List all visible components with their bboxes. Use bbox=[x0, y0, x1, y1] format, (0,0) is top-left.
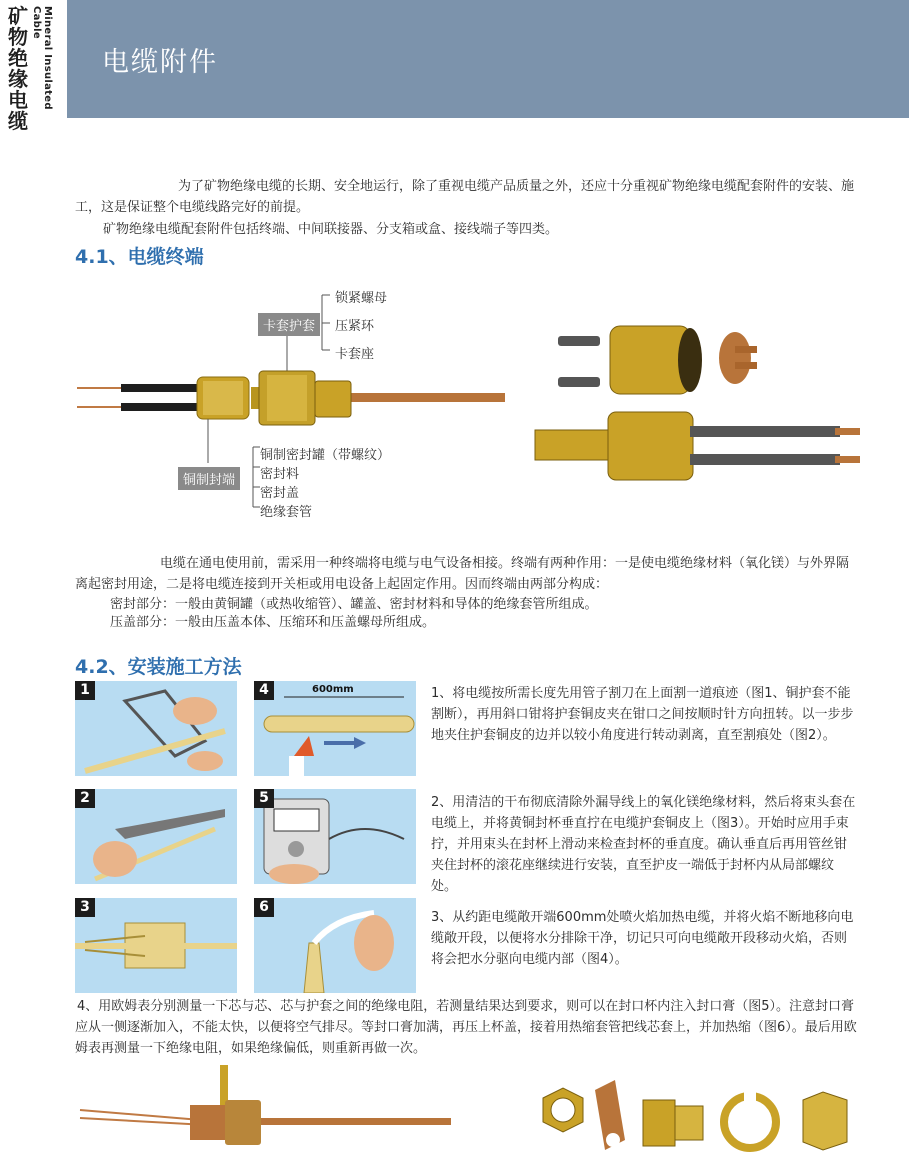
step-figure-1 bbox=[75, 681, 237, 776]
step-4-text: 4、用欧姆表分别测量一下芯与芯、芯与护套之间的绝缘电阻，若测量结果达到要求，则可以在封口杯内注入封口膏（图5）。注意封口膏应从一侧逐渐加入，不能太快，以便将空气排尽。等封口膏加满，再压上杯盖，接着用热缩套管把线芯套上，并加热缩（图6）。最后用欧姆表再测量一下绝缘电阻，如果绝缘偏低，则重新再做一次。 bbox=[75, 999, 857, 1056]
step-number-1: 1 bbox=[75, 681, 95, 700]
terminal-exploded-photo bbox=[530, 320, 870, 495]
cable-with-gland-image bbox=[80, 1065, 451, 1145]
brass-cap-image bbox=[803, 1092, 847, 1150]
group-label-seal: 铜制封端 bbox=[178, 467, 240, 490]
label-gland-seat: 卡套座 bbox=[335, 347, 375, 362]
label-lock-nut: 锁紧螺母 bbox=[335, 291, 388, 306]
step-3-text: 3、从约距电缆敞开端600mm处喷火焰加热电缆，并将火焰不断地移向电缆敞开段，以便将水分排除干净，切记只可向电缆敞开段移动火焰，否则将会把水分驱向电缆内部（图4）。 bbox=[431, 910, 854, 967]
label-brass-pot: 铜制密封罐（带螺纹） bbox=[260, 448, 391, 463]
measure-label: 600mm bbox=[312, 684, 354, 695]
header-side-tab bbox=[0, 0, 67, 133]
step-figure-3 bbox=[75, 898, 237, 993]
page-header bbox=[0, 0, 909, 133]
terminal-description: 电缆在通电使用前，需采用一种终端将电缆与电气设备相接。终端有两种作用：一是使电缆绝缘材料（氧化镁）与外界隔离起密封用途，二是将电缆连接到开关柜或用电设备上起固定作用。因而终端由两部分构成： bbox=[75, 556, 850, 592]
section-heading-4-1: 4.1、电缆终端 bbox=[75, 246, 204, 268]
gland-body-image bbox=[643, 1100, 703, 1146]
step-2-text: 2、用清洁的干布彻底清除外漏导线上的氧化镁绝缘材料，然后将束头套在电缆上，并将黄铜封杯垂直拧在电缆护套铜皮上（图3）。开始时应用手束拧，并用束头在封杯上滑动来检查封杯的垂直度。确认垂直后再用管丝钳夹住封杯的滚花座继续进行安装，直至护皮一端低于封杯内从局部螺纹处。 bbox=[431, 795, 856, 894]
seal-part-description: 密封部分：一般由黄铜罐（或热收缩管）、罐盖、密封材料和导体的绝缘套管所组成。 bbox=[110, 597, 598, 612]
label-insulating-sleeve: 绝缘套管 bbox=[260, 505, 313, 520]
accessories-photos bbox=[75, 1060, 865, 1170]
label-sealing-compound: 密封料 bbox=[260, 467, 300, 482]
step-number-5: 5 bbox=[254, 789, 274, 808]
gland-part-description: 压盖部分：一般由压盖本体、压缩环和压盖螺母所组成。 bbox=[110, 615, 436, 630]
step-figure-4 bbox=[254, 681, 416, 776]
step-figure-5 bbox=[254, 789, 416, 884]
compression-ring-image bbox=[724, 1092, 776, 1148]
step-number-2: 2 bbox=[75, 789, 95, 808]
step-number-4: 4 bbox=[254, 681, 274, 700]
group-label-gland: 卡套护套 bbox=[258, 313, 320, 336]
hex-nut-image bbox=[543, 1088, 583, 1132]
header-vertical-cn: 矿物绝缘电缆 bbox=[8, 4, 28, 133]
label-seal-cap: 密封盖 bbox=[260, 486, 300, 501]
label-compression-ring: 压紧环 bbox=[335, 319, 375, 334]
header-vertical-en: Mineral Insulated Cable bbox=[31, 6, 53, 110]
page-title: 电缆附件 bbox=[102, 47, 218, 78]
section-heading-4-2: 4.2、安装施工方法 bbox=[75, 656, 242, 678]
step-1-text: 1、将电缆按所需长度先用管子割刀在上面割一道痕迹（图1、铜护套不能割断），再用斜口钳将护套铜皮夹在钳口之间按顺时针方向扭转。以一步步地夹住护套铜皮的边并以较小角度进行转动剥离，直至割痕处（图2）。 bbox=[431, 686, 854, 743]
step-number-6: 6 bbox=[254, 898, 274, 917]
step-figure-6 bbox=[254, 898, 416, 993]
step-figure-2 bbox=[75, 789, 237, 884]
step-number-3: 3 bbox=[75, 898, 95, 917]
earth-tag-image bbox=[595, 1080, 625, 1150]
intro-paragraph-2: 矿物绝缘电缆配套附件包括终端、中间联接器、分支箱或盒、接线端子等四类。 bbox=[103, 222, 559, 237]
intro-paragraph-1: 为了矿物绝缘电缆的长期、安全地运行，除了重视电缆产品质量之外，还应十分重视矿物绝缘电缆配套附件的安装、施工，这是保证整个电缆线路完好的前提。 bbox=[75, 179, 855, 215]
